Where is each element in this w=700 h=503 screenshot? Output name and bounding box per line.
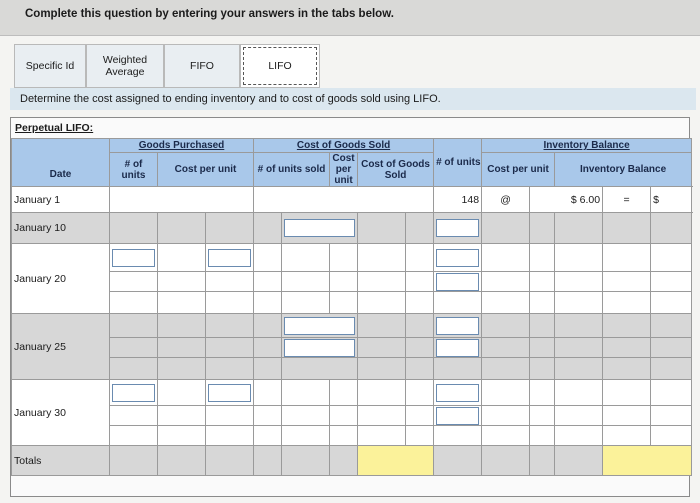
section-title: Perpetual LIFO: bbox=[15, 122, 94, 134]
table-row bbox=[12, 314, 692, 338]
row-label-totals: Totals bbox=[12, 446, 110, 476]
jan20-inv-units-input-2[interactable] bbox=[436, 273, 479, 291]
tab-lifo[interactable]: LIFO bbox=[240, 44, 320, 88]
jan25-cogs-units-input-1[interactable] bbox=[284, 317, 355, 335]
total-inventory-cell[interactable] bbox=[603, 446, 692, 476]
jan20-gp-units-input[interactable] bbox=[112, 249, 155, 267]
question-banner: Complete this question by entering your answers in the tabs below. bbox=[0, 0, 700, 36]
lifo-table-panel bbox=[10, 117, 690, 497]
at-sign: @ bbox=[482, 187, 530, 213]
jan1-inv-cost: $ 6.00 bbox=[530, 187, 603, 213]
header-inventory-balance: Inventory Balance bbox=[482, 139, 692, 153]
jan30-gp-units-input[interactable] bbox=[112, 384, 155, 402]
table-row bbox=[12, 272, 692, 292]
jan20-gp-cost-input[interactable] bbox=[208, 249, 251, 267]
tab-specific-id[interactable]: Specific Id bbox=[14, 44, 86, 88]
jan30-gp-cost-input[interactable] bbox=[208, 384, 251, 402]
jan20-inv-units-input-1[interactable] bbox=[436, 249, 479, 267]
row-label-jan30: January 30 bbox=[12, 380, 110, 446]
tab-fifo[interactable]: FIFO bbox=[164, 44, 240, 88]
jan25-inv-units-input-2[interactable] bbox=[436, 339, 479, 357]
instruction-text: Determine the cost assigned to ending inventory and to cost of goods sold using LIFO. bbox=[10, 88, 696, 110]
header-cogs: Cost of Goods Sold bbox=[254, 139, 434, 153]
table-row bbox=[12, 406, 692, 426]
jan25-cogs-units-input-2[interactable] bbox=[284, 339, 355, 357]
header-date: Date bbox=[12, 139, 110, 187]
lifo-table bbox=[11, 138, 692, 476]
row-label-jan10: January 10 bbox=[12, 213, 110, 244]
row-label-jan25: January 25 bbox=[12, 314, 110, 380]
table-row bbox=[12, 338, 692, 358]
header-cogs-total: Cost of Goods Sold bbox=[358, 153, 434, 187]
jan10-cogs-units-input[interactable] bbox=[284, 219, 355, 237]
header-inv-units: # of units bbox=[434, 139, 482, 187]
header-inv-cost: Cost per unit bbox=[482, 153, 555, 187]
table-row bbox=[12, 292, 692, 314]
jan30-inv-units-input-1[interactable] bbox=[436, 384, 479, 402]
table-row bbox=[12, 187, 692, 213]
header-gp-cost: Cost per unit bbox=[158, 153, 254, 187]
table-row bbox=[12, 380, 692, 406]
jan10-inv-units-input[interactable] bbox=[436, 219, 479, 237]
total-cogs-cell[interactable] bbox=[358, 446, 434, 476]
row-label-jan20: January 20 bbox=[12, 244, 110, 314]
jan1-inv-units: 148 bbox=[434, 187, 482, 213]
row-label-jan1: January 1 bbox=[12, 187, 110, 213]
table-row bbox=[12, 213, 692, 244]
table-row bbox=[12, 426, 692, 446]
header-cogs-cost: Cost per unit bbox=[330, 153, 358, 187]
header-cogs-units: # of units sold bbox=[254, 153, 330, 187]
header-inv-total: Inventory Balance bbox=[555, 153, 692, 187]
jan30-inv-units-input-2[interactable] bbox=[436, 407, 479, 425]
table-row bbox=[12, 244, 692, 272]
jan25-inv-units-input-1[interactable] bbox=[436, 317, 479, 335]
totals-row bbox=[12, 446, 692, 476]
table-row bbox=[12, 358, 692, 380]
tab-weighted-average[interactable]: Weighted Average bbox=[86, 44, 164, 88]
equals-sign: = bbox=[603, 187, 651, 213]
header-gp-units: # of units bbox=[110, 153, 158, 187]
dollar-sign: $ bbox=[651, 187, 692, 213]
header-goods-purchased: Goods Purchased bbox=[110, 139, 254, 153]
tab-bar bbox=[14, 44, 320, 88]
